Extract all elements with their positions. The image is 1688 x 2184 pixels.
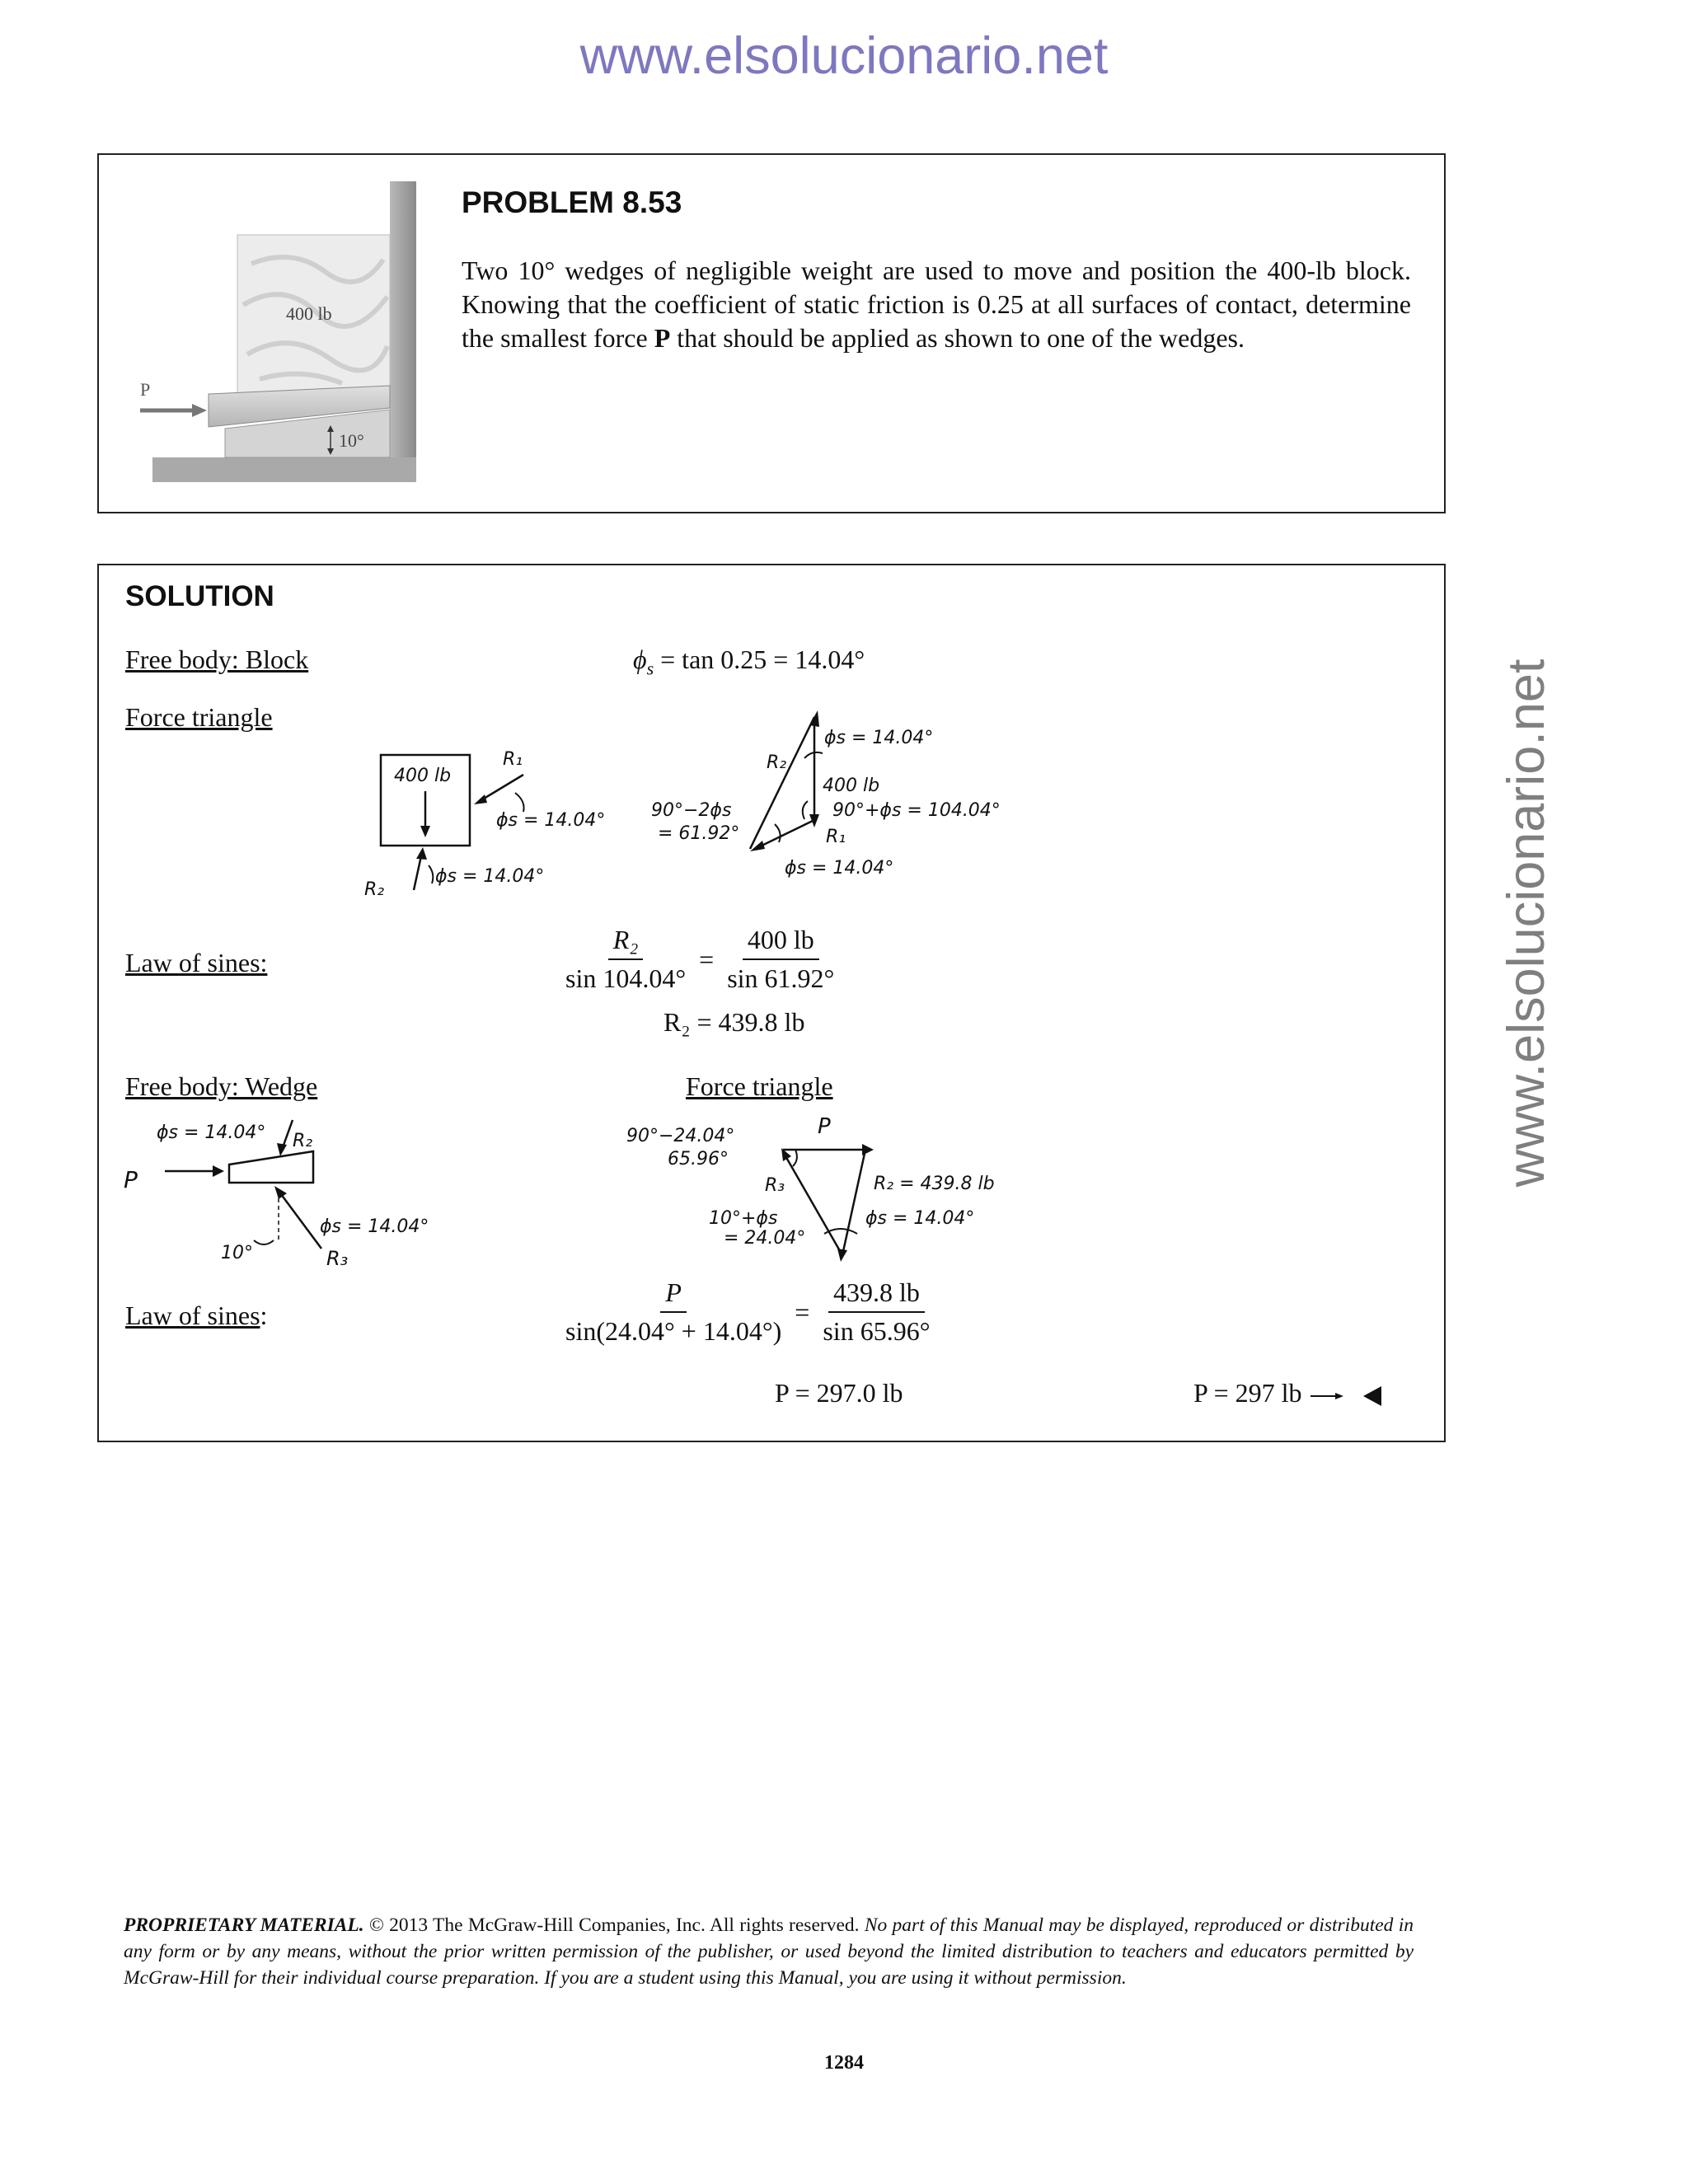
problem-statement: Two 10° wedges of negligible weight are used to move and position the 400-lb block. Knowing that the coefficient of static friction is 0.25 at all surfaces of contact, determine the smallest force P that should be applied as shown to one of the wedges.	[462, 255, 1411, 353]
svg-text:90°+ϕs = 104.04°: 90°+ϕs = 104.04°	[832, 800, 1001, 821]
svg-text:R₂: R₂	[767, 752, 787, 773]
law-of-sines-label-2: Law of sines:	[125, 1301, 268, 1330]
svg-text:R₂: R₂	[293, 1131, 313, 1151]
wall	[390, 181, 416, 482]
svg-text:R₃: R₃	[765, 1175, 785, 1196]
solution-title: SOLUTION	[125, 580, 274, 612]
p-arrow-head	[192, 404, 207, 417]
force-triangle-label-2: Force triangle	[686, 1071, 833, 1101]
force-triangle-label-1: Force triangle	[125, 702, 273, 732]
svg-text:R₂: R₂	[364, 879, 385, 900]
law-of-sines-equation-1: $\frac{\text{R₂}}{\sin 104.04^\circ}$ = $\frac{400 lb}{\sin 61.92^\circ}$	[565, 925, 835, 993]
svg-text:R₂ = 439.8 lb: R₂ = 439.8 lb	[874, 1174, 995, 1194]
svg-text:400 lb: 400 lb	[394, 766, 452, 786]
svg-text:ϕs = 14.04°: ϕs = 14.04°	[865, 1208, 975, 1229]
svg-text:ϕs = 14.04°: ϕs = 14.04°	[785, 858, 894, 879]
svg-text:R₁: R₁	[826, 827, 846, 847]
svg-text:ϕs = 14.04°: ϕs = 14.04°	[496, 810, 606, 831]
page-number: 1284	[824, 2052, 864, 2074]
law-of-sines-equation-2: $\frac{P}{\sin(24.04^\circ + 14.04^\circ)}$ = $\frac{439.8 lb}{\sin 65.96^\circ}$	[565, 1277, 931, 1346]
svg-text:= 61.92°: = 61.92°	[658, 823, 740, 844]
svg-text:400 lb: 400 lb	[823, 776, 880, 796]
svg-text:= 24.04°: = 24.04°	[724, 1228, 806, 1249]
r2-result: R₂ = 439.8 lb	[663, 1007, 805, 1037]
svg-text:ϕs = 14.04°: ϕs = 14.04°	[320, 1216, 429, 1237]
block-weight-label: 400 lb	[286, 303, 332, 324]
force-symbol: P	[654, 323, 671, 353]
floor	[152, 457, 416, 482]
svg-text:90°−2ϕs: 90°−2ϕs	[651, 800, 732, 821]
free-body-block-label: Free body: Block	[125, 644, 309, 674]
svg-text:ϕs = 14.04°: ϕs = 14.04°	[157, 1122, 266, 1143]
force-triangle-sketch-2	[626, 1108, 1055, 1273]
svg-text:R₁: R₁	[503, 749, 523, 770]
free-body-wedge-label: Free body: Wedge	[125, 1071, 318, 1101]
watermark-side: www.elsolucionario.net	[1498, 658, 1555, 1188]
svg-text:R₃: R₃	[326, 1247, 349, 1270]
svg-text:ϕs = 14.04°: ϕs = 14.04°	[824, 728, 934, 748]
p-label: P	[140, 379, 151, 400]
svg-text:10°+ϕs: 10°+ϕs	[709, 1208, 778, 1229]
angle-label: 10°	[339, 430, 364, 451]
block-free-body-sketch	[346, 733, 618, 911]
answer-arrow-icon	[1309, 1387, 1355, 1405]
svg-text:90°−24.04°: 90°−24.04°	[626, 1126, 735, 1146]
problem-figure	[136, 181, 424, 486]
answer-marker-icon	[1362, 1385, 1383, 1408]
law-of-sines-label-1: Law of sines:	[125, 948, 268, 977]
final-answer: P = 297 lb	[1193, 1378, 1383, 1408]
problem-title: PROBLEM 8.53	[462, 185, 682, 219]
svg-text:P: P	[124, 1166, 138, 1193]
svg-text:65.96°: 65.96°	[668, 1149, 729, 1169]
phi-equation: $\phi_s = \tan 0.25 = 14.04^\circ$	[633, 644, 865, 679]
wedge-free-body-sketch	[124, 1117, 453, 1282]
copyright-footer: PROPRIETARY MATERIAL. © 2013 The McGraw-Hill Companies, Inc. All rights reserved. No part of this Manual may be displayed, reproduced or distributed in any form or by any means, without the prior written permission of the publisher, or used beyond the limited distribution to teachers and educators permitted by McGraw-Hill for their individual course preparation. If you are a student using this Manual, you are using it without permission.	[124, 1915, 1414, 1989]
svg-text:P: P	[818, 1114, 831, 1139]
p-result: P = 297.0 lb	[775, 1378, 903, 1408]
watermark-top: www.elsolucionario.net	[579, 27, 1109, 85]
svg-text:10°: 10°	[221, 1243, 253, 1263]
force-triangle-sketch-1	[643, 709, 1039, 898]
svg-text:ϕs = 14.04°: ϕs = 14.04°	[435, 866, 545, 887]
